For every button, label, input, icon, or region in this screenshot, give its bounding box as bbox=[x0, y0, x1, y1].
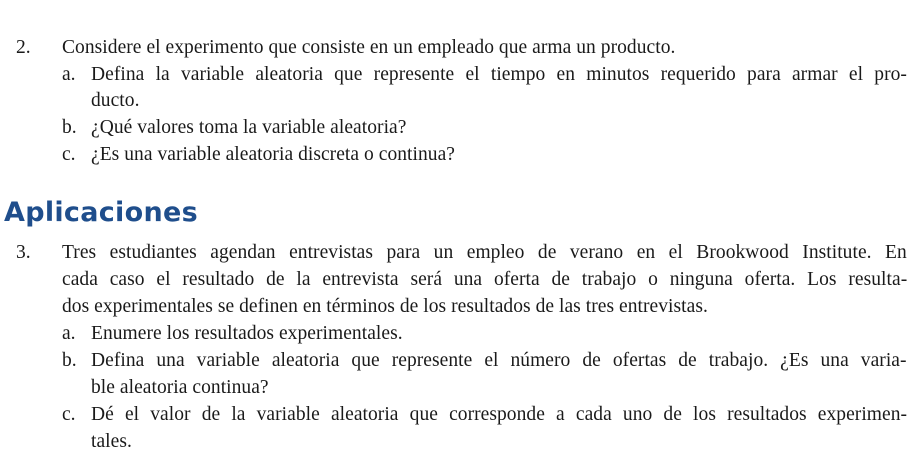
question-3b-line-1: Defina una variable aleatoria que represente el número de ofertas de trabajo. ¿Es una varia- bbox=[91, 350, 907, 371]
question-2-number: 2. bbox=[16, 37, 31, 58]
question-2c-text: ¿Es una variable aleatoria discreta o continua? bbox=[91, 144, 456, 165]
question-3-line-1: Tres estudiantes agendan entrevistas para un empleo de verano en el Brookwood Institute. En bbox=[62, 242, 907, 263]
question-2a-line-1: Defina la variable aleatoria que represente el tiempo en minutos requerido para armar el pro- bbox=[91, 64, 907, 85]
question-2a-line-2: ducto. bbox=[91, 90, 140, 111]
question-3c-line-2: tales. bbox=[91, 431, 132, 452]
question-3a-text: Enumere los resultados experimentales. bbox=[91, 323, 403, 344]
question-3-line-3: dos experimentales se definen en términos de los resultados de las tres entrevistas. bbox=[62, 296, 708, 317]
question-3-number: 3. bbox=[16, 242, 31, 263]
question-2a-label: a. bbox=[62, 64, 76, 85]
question-3-line-2: cada caso el resultado de la entrevista será una oferta de trabajo o ninguna oferta. Los resulta- bbox=[62, 269, 908, 290]
question-3c-line-1: Dé el valor de la variable aleatoria que corresponde a cada uno de los resultados experimen- bbox=[91, 404, 908, 425]
question-3b-line-2: ble aleatoria continua? bbox=[91, 377, 269, 398]
question-2-text: Considere el experimento que consiste en un empleado que arma un producto. bbox=[62, 37, 676, 58]
question-2c-label: c. bbox=[62, 144, 76, 165]
question-3b-label: b. bbox=[62, 350, 77, 371]
question-3a-label: a. bbox=[62, 323, 76, 344]
question-2b-text: ¿Qué valores toma la variable aleatoria? bbox=[91, 117, 407, 138]
question-3c-label: c. bbox=[62, 404, 76, 425]
section-heading: Aplicaciones bbox=[4, 197, 198, 228]
question-2b-label: b. bbox=[62, 117, 77, 138]
